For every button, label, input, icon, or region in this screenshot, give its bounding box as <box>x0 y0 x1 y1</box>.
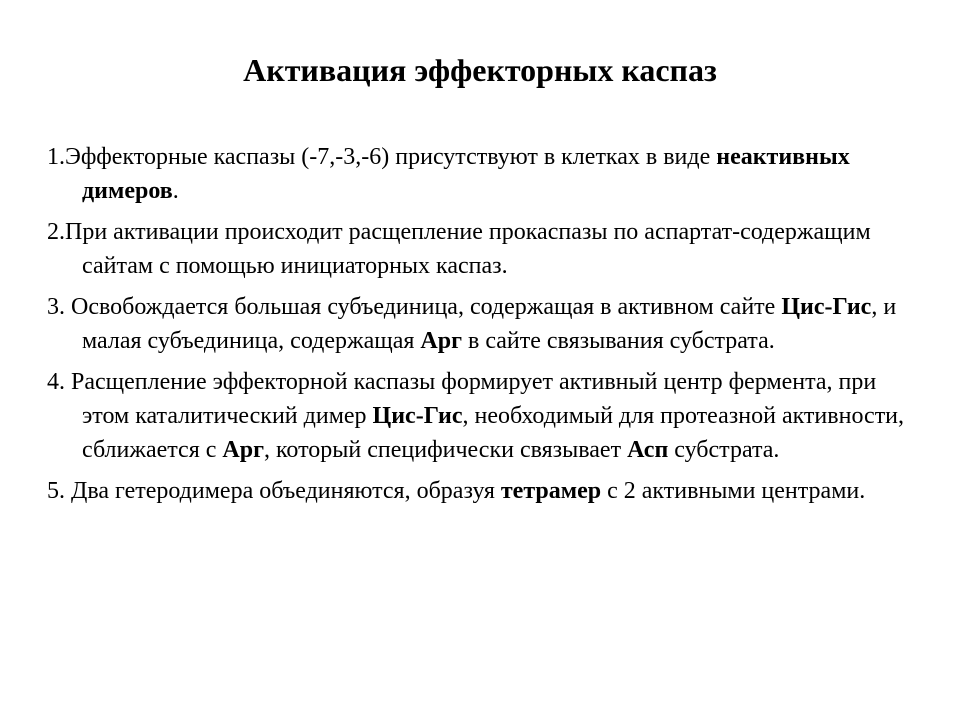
item-bold-text: тетрамер <box>500 478 602 504</box>
list-item-1 <box>47 140 927 208</box>
list-item-3 <box>47 290 927 358</box>
item-text: субстрата. <box>668 437 780 463</box>
item-bold-text: Цис-Гис <box>781 294 872 320</box>
item-text: с 2 активными центрами. <box>601 478 866 504</box>
item-text: в сайте связывания субстрата. <box>461 328 775 354</box>
item-text: , и малая субъединица, содержащая <box>82 294 897 354</box>
list-item-4 <box>47 365 927 467</box>
item-text: . <box>172 178 179 204</box>
item-text: 1.Эффекторные каспазы (-7,-3,-6) присутствуют в клетках в виде <box>47 144 717 170</box>
item-bold-text: Арг <box>420 328 462 354</box>
list-item-2 <box>47 215 927 283</box>
item-bold-text: Цис-Гис <box>372 403 463 429</box>
slide-title: Активация эффекторных каспаз <box>243 52 717 88</box>
item-bold-text: неактивных димеров <box>82 144 850 204</box>
item-bold-text: Асп <box>627 437 669 463</box>
item-list <box>47 140 927 515</box>
item-text: , необходимый для протеазной активности, сближается с <box>82 403 905 463</box>
item-text: 3. Освобождается большая субъединица, содержащая в активном сайте <box>47 294 782 320</box>
item-text: 4. Расщепление эффекторной каспазы формирует активный центр фермента, при этом каталитический димер <box>47 369 877 429</box>
item-text: 2.При активации происходит расщепление прокаспазы по аспартат-содержащим сайтам с помощью инициаторных каспаз. <box>47 219 871 279</box>
list-item-5 <box>47 474 927 508</box>
item-text: 5. Два гетеродимера объединяются, образуя <box>47 478 501 504</box>
item-bold-text: Арг <box>222 437 264 463</box>
item-text: , который специфически связывает <box>263 437 628 463</box>
